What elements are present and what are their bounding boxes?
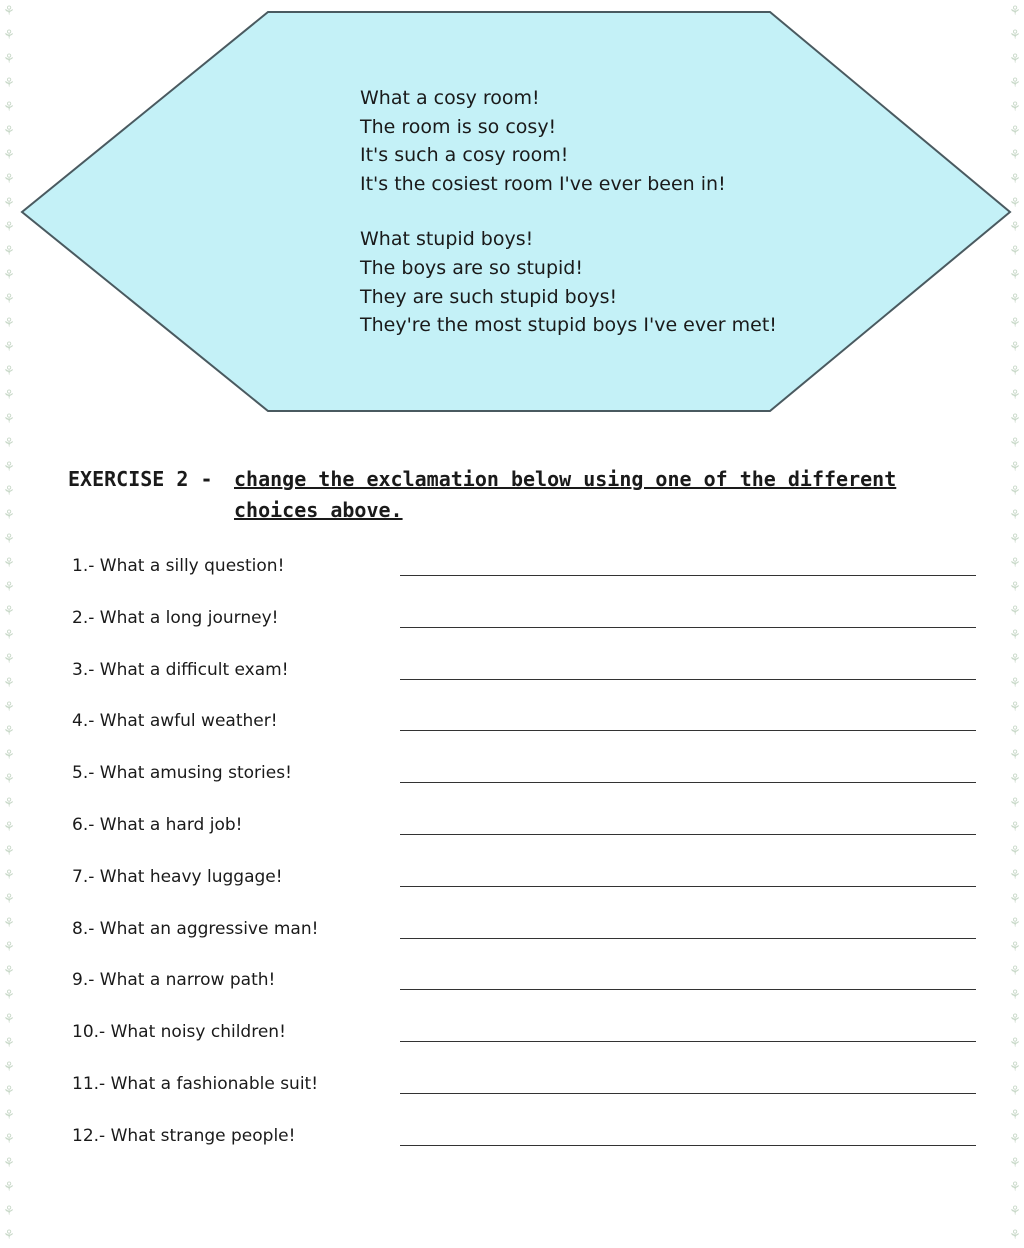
exercise-items	[68, 553, 980, 1175]
flower-ornament-icon: ⚘	[1009, 364, 1021, 379]
flower-ornament-icon: ⚘	[1009, 76, 1021, 91]
example-sentences	[360, 84, 820, 340]
flower-ornament-icon: ⚘	[3, 1108, 15, 1123]
flower-ornament-icon: ⚘	[1009, 964, 1021, 979]
flower-ornament-icon: ⚘	[3, 244, 15, 259]
flower-ornament-icon: ⚘	[1009, 916, 1021, 931]
flower-ornament-icon: ⚘	[3, 1084, 15, 1099]
exercise-label: EXERCISE 2 -	[68, 467, 213, 491]
answer-line[interactable]	[400, 1145, 976, 1146]
flower-ornament-icon: ⚘	[1009, 1108, 1021, 1123]
flower-ornament-icon: ⚘	[3, 940, 15, 955]
flower-ornament-icon: ⚘	[3, 460, 15, 475]
flower-ornament-icon: ⚘	[1009, 316, 1021, 331]
exercise-item	[68, 1019, 980, 1071]
flower-ornament-icon: ⚘	[3, 1204, 15, 1219]
answer-line[interactable]	[400, 834, 976, 835]
flower-ornament-icon: ⚘	[3, 172, 15, 187]
flower-ornament-icon: ⚘	[1009, 700, 1021, 715]
flower-ornament-icon: ⚘	[1009, 244, 1021, 259]
flower-ornament-icon: ⚘	[1009, 1228, 1021, 1243]
flower-ornament-icon: ⚘	[3, 892, 15, 907]
flower-ornament-icon: ⚘	[1009, 652, 1021, 667]
flower-ornament-icon: ⚘	[1009, 940, 1021, 955]
flower-ornament-icon: ⚘	[1009, 340, 1021, 355]
flower-ornament-icon: ⚘	[1009, 4, 1021, 19]
flower-ornament-icon: ⚘	[1009, 820, 1021, 835]
flower-ornament-icon: ⚘	[1009, 1180, 1021, 1195]
flower-ornament-icon: ⚘	[3, 916, 15, 931]
answer-line[interactable]	[400, 886, 976, 887]
flower-ornament-icon: ⚘	[1009, 292, 1021, 307]
flower-ornament-icon: ⚘	[3, 772, 15, 787]
flower-ornament-icon: ⚘	[1009, 724, 1021, 739]
flower-ornament-icon: ⚘	[1009, 892, 1021, 907]
flower-ornament-icon: ⚘	[1009, 412, 1021, 427]
example-line: They are such stupid boys!	[360, 285, 618, 308]
flower-ornament-icon: ⚘	[3, 364, 15, 379]
flower-ornament-icon: ⚘	[1009, 1156, 1021, 1171]
flower-ornament-icon: ⚘	[1009, 796, 1021, 811]
flower-ornament-icon: ⚘	[3, 508, 15, 523]
flower-ornament-icon: ⚘	[3, 604, 15, 619]
flower-ornament-icon: ⚘	[3, 1012, 15, 1027]
exercise-question: 11.- What a fashionable suit!	[72, 1073, 319, 1094]
flower-ornament-icon: ⚘	[3, 652, 15, 667]
flower-ornament-icon: ⚘	[3, 1036, 15, 1051]
flower-ornament-icon: ⚘	[3, 388, 15, 403]
flower-ornament-icon: ⚘	[1009, 460, 1021, 475]
answer-line[interactable]	[400, 1041, 976, 1042]
exercise-question: 12.- What strange people!	[72, 1125, 296, 1146]
example-line: The room is so cosy!	[360, 115, 557, 138]
exercise-question: 2.- What a long journey!	[72, 607, 279, 628]
flower-ornament-icon: ⚘	[1009, 1012, 1021, 1027]
flower-ornament-icon: ⚘	[3, 292, 15, 307]
flower-ornament-icon: ⚘	[3, 844, 15, 859]
answer-line[interactable]	[400, 989, 976, 990]
exercise-question: 5.- What amusing stories!	[72, 763, 292, 784]
flower-ornament-icon: ⚘	[1009, 604, 1021, 619]
flower-ornament-icon: ⚘	[1009, 1036, 1021, 1051]
exercise-item	[68, 1071, 980, 1123]
flower-ornament-icon: ⚘	[1009, 556, 1021, 571]
answer-line[interactable]	[400, 782, 976, 783]
exercise-question: 10.- What noisy children!	[72, 1022, 286, 1043]
flower-ornament-icon: ⚘	[3, 868, 15, 883]
flower-ornament-icon: ⚘	[3, 1060, 15, 1075]
answer-line[interactable]	[400, 679, 976, 680]
flower-ornament-icon: ⚘	[3, 148, 15, 163]
flower-ornament-icon: ⚘	[1009, 508, 1021, 523]
exercise-question: 7.- What heavy luggage!	[72, 866, 283, 887]
flower-ornament-icon: ⚘	[1009, 436, 1021, 451]
flower-ornament-icon: ⚘	[3, 124, 15, 139]
exercise-item	[68, 760, 980, 812]
example-line: What stupid boys!	[360, 228, 534, 251]
flower-ornament-icon: ⚘	[1009, 484, 1021, 499]
exercise-item	[68, 708, 980, 760]
exercise-question: 3.- What a difficult exam!	[72, 659, 289, 680]
flower-ornament-icon: ⚘	[1009, 988, 1021, 1003]
example-line: It's such a cosy room!	[360, 144, 569, 167]
flower-ornament-icon: ⚘	[3, 748, 15, 763]
flower-ornament-icon: ⚘	[3, 196, 15, 211]
flower-ornament-icon: ⚘	[1009, 220, 1021, 235]
flower-ornament-icon: ⚘	[1009, 772, 1021, 787]
exercise-item	[68, 605, 980, 657]
flower-ornament-icon: ⚘	[1009, 844, 1021, 859]
flower-ornament-icon: ⚘	[3, 988, 15, 1003]
flower-ornament-icon: ⚘	[3, 52, 15, 67]
flower-ornament-icon: ⚘	[3, 4, 15, 19]
flower-ornament-icon: ⚘	[3, 724, 15, 739]
flower-ornament-icon: ⚘	[1009, 580, 1021, 595]
flower-ornament-icon: ⚘	[1009, 52, 1021, 67]
flower-ornament-icon: ⚘	[1009, 1084, 1021, 1099]
flower-ornament-icon: ⚘	[3, 436, 15, 451]
flower-ornament-icon: ⚘	[3, 484, 15, 499]
exercise-item	[68, 1123, 980, 1175]
flower-ornament-icon: ⚘	[3, 628, 15, 643]
flower-ornament-icon: ⚘	[1009, 28, 1021, 43]
flower-ornament-icon: ⚘	[3, 268, 15, 283]
flower-ornament-icon: ⚘	[3, 580, 15, 595]
flower-ornament-icon: ⚘	[1009, 196, 1021, 211]
exercise-item	[68, 916, 980, 968]
flower-ornament-icon: ⚘	[1009, 868, 1021, 883]
flower-ornament-icon: ⚘	[3, 28, 15, 43]
flower-ornament-icon: ⚘	[1009, 388, 1021, 403]
flower-ornament-icon: ⚘	[1009, 1204, 1021, 1219]
exercise-instruction: change the exclamation below using one of the different choices above.	[234, 467, 897, 522]
flower-ornament-icon: ⚘	[3, 340, 15, 355]
flower-ornament-icon: ⚘	[1009, 148, 1021, 163]
flower-ornament-icon: ⚘	[3, 532, 15, 547]
flower-ornament-icon: ⚘	[3, 220, 15, 235]
exercise-item	[68, 553, 980, 605]
flower-ornament-icon: ⚘	[3, 820, 15, 835]
flower-ornament-icon: ⚘	[1009, 532, 1021, 547]
exercise-question: 8.- What an aggressive man!	[72, 918, 319, 939]
exercise-item	[68, 812, 980, 864]
flower-ornament-icon: ⚘	[3, 1132, 15, 1147]
flower-ornament-icon: ⚘	[3, 700, 15, 715]
flower-ornament-icon: ⚘	[3, 556, 15, 571]
flower-ornament-icon: ⚘	[1009, 628, 1021, 643]
flower-ornament-icon: ⚘	[1009, 172, 1021, 187]
exercise-question: 6.- What a hard job!	[72, 814, 243, 835]
flower-ornament-icon: ⚘	[3, 76, 15, 91]
flower-ornament-icon: ⚘	[3, 412, 15, 427]
flower-ornament-icon: ⚘	[1009, 100, 1021, 115]
example-line: It's the cosiest room I've ever been in!	[360, 172, 726, 195]
exercise-question: 1.- What a silly question!	[72, 556, 285, 576]
exercise-item	[68, 967, 980, 1019]
flower-ornament-icon: ⚘	[3, 1228, 15, 1243]
flower-ornament-icon: ⚘	[3, 676, 15, 691]
flower-ornament-icon: ⚘	[1009, 748, 1021, 763]
answer-line[interactable]	[400, 938, 976, 939]
flower-ornament-icon: ⚘	[3, 100, 15, 115]
answer-line[interactable]	[400, 730, 976, 731]
flower-ornament-icon: ⚘	[3, 1180, 15, 1195]
flower-ornament-icon: ⚘	[3, 316, 15, 331]
flower-ornament-icon: ⚘	[1009, 676, 1021, 691]
flower-ornament-icon: ⚘	[3, 964, 15, 979]
answer-line[interactable]	[400, 1093, 976, 1094]
flower-ornament-icon: ⚘	[1009, 1132, 1021, 1147]
exercise-question: 4.- What awful weather!	[72, 711, 278, 732]
flower-ornament-icon: ⚘	[1009, 124, 1021, 139]
flower-ornament-icon: ⚘	[3, 1156, 15, 1171]
example-line: The boys are so stupid!	[360, 256, 583, 279]
flower-ornament-icon: ⚘	[1009, 1060, 1021, 1075]
answer-line[interactable]	[400, 575, 976, 576]
exercise-item	[68, 657, 980, 709]
example-line: What a cosy room!	[360, 87, 540, 109]
exercise-item	[68, 864, 980, 916]
flower-ornament-icon: ⚘	[3, 796, 15, 811]
answer-line[interactable]	[400, 627, 976, 628]
exercise-question: 9.- What a narrow path!	[72, 970, 276, 991]
flower-ornament-icon: ⚘	[1009, 268, 1021, 283]
example-line: They're the most stupid boys I've ever met!	[360, 314, 777, 337]
